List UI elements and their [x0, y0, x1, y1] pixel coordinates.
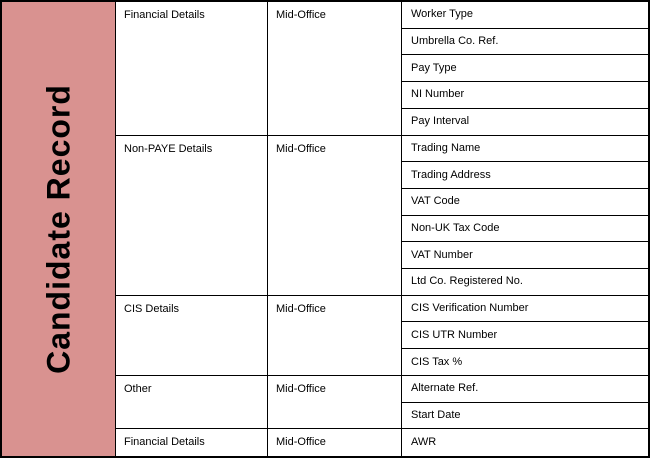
field-cell: Non-UK Tax Code	[402, 216, 648, 243]
record-grid	[116, 2, 648, 456]
category-cell: Financial Details	[116, 2, 268, 136]
field-cell: CIS Verification Number	[402, 296, 648, 323]
owner-cell: Mid-Office	[268, 2, 402, 136]
field-cell: Umbrella Co. Ref.	[402, 29, 648, 56]
field-cell: VAT Code	[402, 189, 648, 216]
field-cell: Pay Type	[402, 55, 648, 82]
field-cell: Ltd Co. Registered No.	[402, 269, 648, 296]
owner-cell: Mid-Office	[268, 429, 402, 456]
field-cell: Trading Name	[402, 136, 648, 163]
field-cell: Start Date	[402, 403, 648, 430]
category-cell: Financial Details	[116, 429, 268, 456]
field-cell: Pay Interval	[402, 109, 648, 136]
field-cell: NI Number	[402, 82, 648, 109]
category-cell: Other	[116, 376, 268, 429]
owner-cell: Mid-Office	[268, 376, 402, 429]
owner-cell: Mid-Office	[268, 296, 402, 376]
field-cell: AWR	[411, 436, 437, 449]
field-cell: Trading Address	[402, 162, 648, 189]
category-cell: CIS Details	[116, 296, 268, 376]
field-cell: Worker Type	[402, 2, 648, 29]
field-cell: VAT Number	[402, 242, 648, 269]
category-cell: Non-PAYE Details	[116, 136, 268, 296]
owner-cell: Mid-Office	[268, 136, 402, 296]
field-cell: CIS UTR Number	[402, 322, 648, 349]
field-cell: CIS Tax %	[402, 349, 648, 376]
field-cell: Alternate Ref.	[402, 376, 648, 403]
record-header-column	[2, 2, 116, 456]
record-title: Candidate Record	[40, 84, 76, 374]
